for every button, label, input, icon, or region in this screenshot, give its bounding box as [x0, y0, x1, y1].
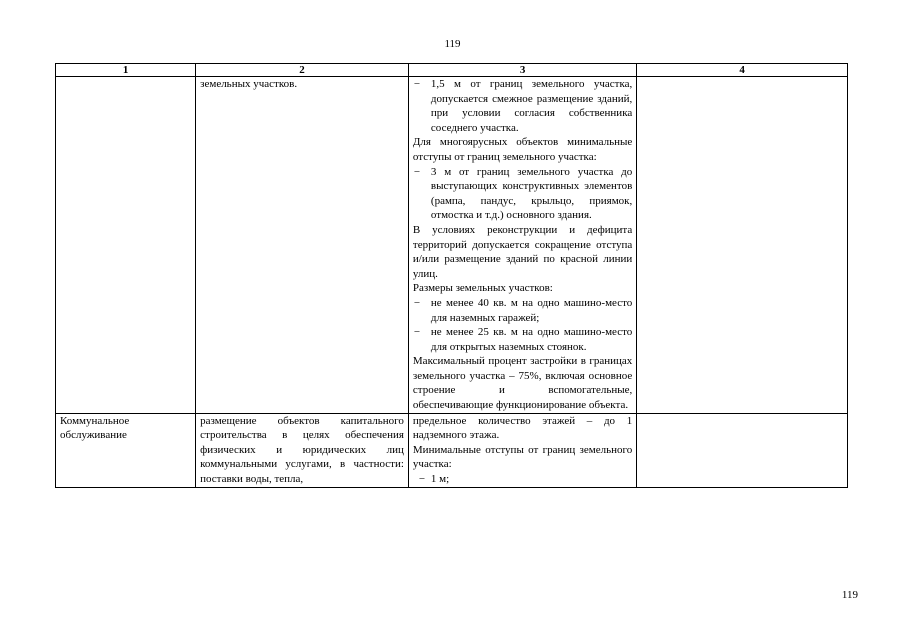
list-item: − не менее 25 кв. м на одно машино-место для открытых наземных стоянок. [413, 326, 633, 353]
page-number-bottom: 119 [841, 589, 858, 601]
header-cell-2: 2 [196, 64, 409, 77]
row1-col3 [408, 77, 636, 414]
paragraph: Для многоярусных объектов минимальные отступы от границ земельного участка: [412, 136, 633, 163]
page-number-top: 119 [444, 38, 461, 50]
row1-col2: земельных участков. [196, 77, 409, 414]
paragraph: Минимальные отступы от границ земельного участка: [412, 443, 633, 471]
header-cell-1: 1 [56, 64, 196, 77]
table-row [56, 413, 848, 487]
table-row [56, 77, 848, 414]
header-cell-3: 3 [408, 64, 636, 77]
row1-col1 [56, 77, 196, 414]
paragraph: предельное количество этажей – до 1 надземного этажа. [412, 414, 633, 442]
header-row [56, 64, 848, 77]
list-item: − 1,5 м от границ земельного участка, допускается смежное размещение зданий, при условии согласия собственника соседнего участка. [413, 78, 633, 134]
row2-col4 [637, 413, 848, 487]
row2-col3 [408, 413, 636, 487]
row2-col1: Коммунальное обслуживание [56, 413, 196, 487]
list-item: − 3 м от границ земельного участка до выступающих конструктивных элементов (рампа, пандус, крыльцо, приямок, отмостка и т.д.) основного здания. [413, 165, 633, 222]
row1-col4 [637, 77, 848, 414]
list-item: − 1 м; [418, 473, 450, 486]
paragraph: Размеры земельных участков: [412, 282, 553, 295]
paragraph: Максимальный процент застройки в границах земельного участка – 75%, включая основное строение и вспомогательные, обеспечивающие функционирование объекта. [412, 355, 633, 412]
paragraph: В условиях реконструкции и дефицита территорий допускается сокращение отступа и/или размещение зданий по красной линии улиц. [412, 223, 633, 280]
regulations-table [55, 63, 848, 488]
list-item: − не менее 40 кв. м на одно машино-место для наземных гаражей; [413, 296, 633, 324]
header-cell-4: 4 [637, 64, 848, 77]
row2-col2: размещение объектов капитального строительства в целях обеспечения физических и юридических лиц коммунальными услугами, в частности: поставки воды, тепла, [196, 413, 409, 487]
